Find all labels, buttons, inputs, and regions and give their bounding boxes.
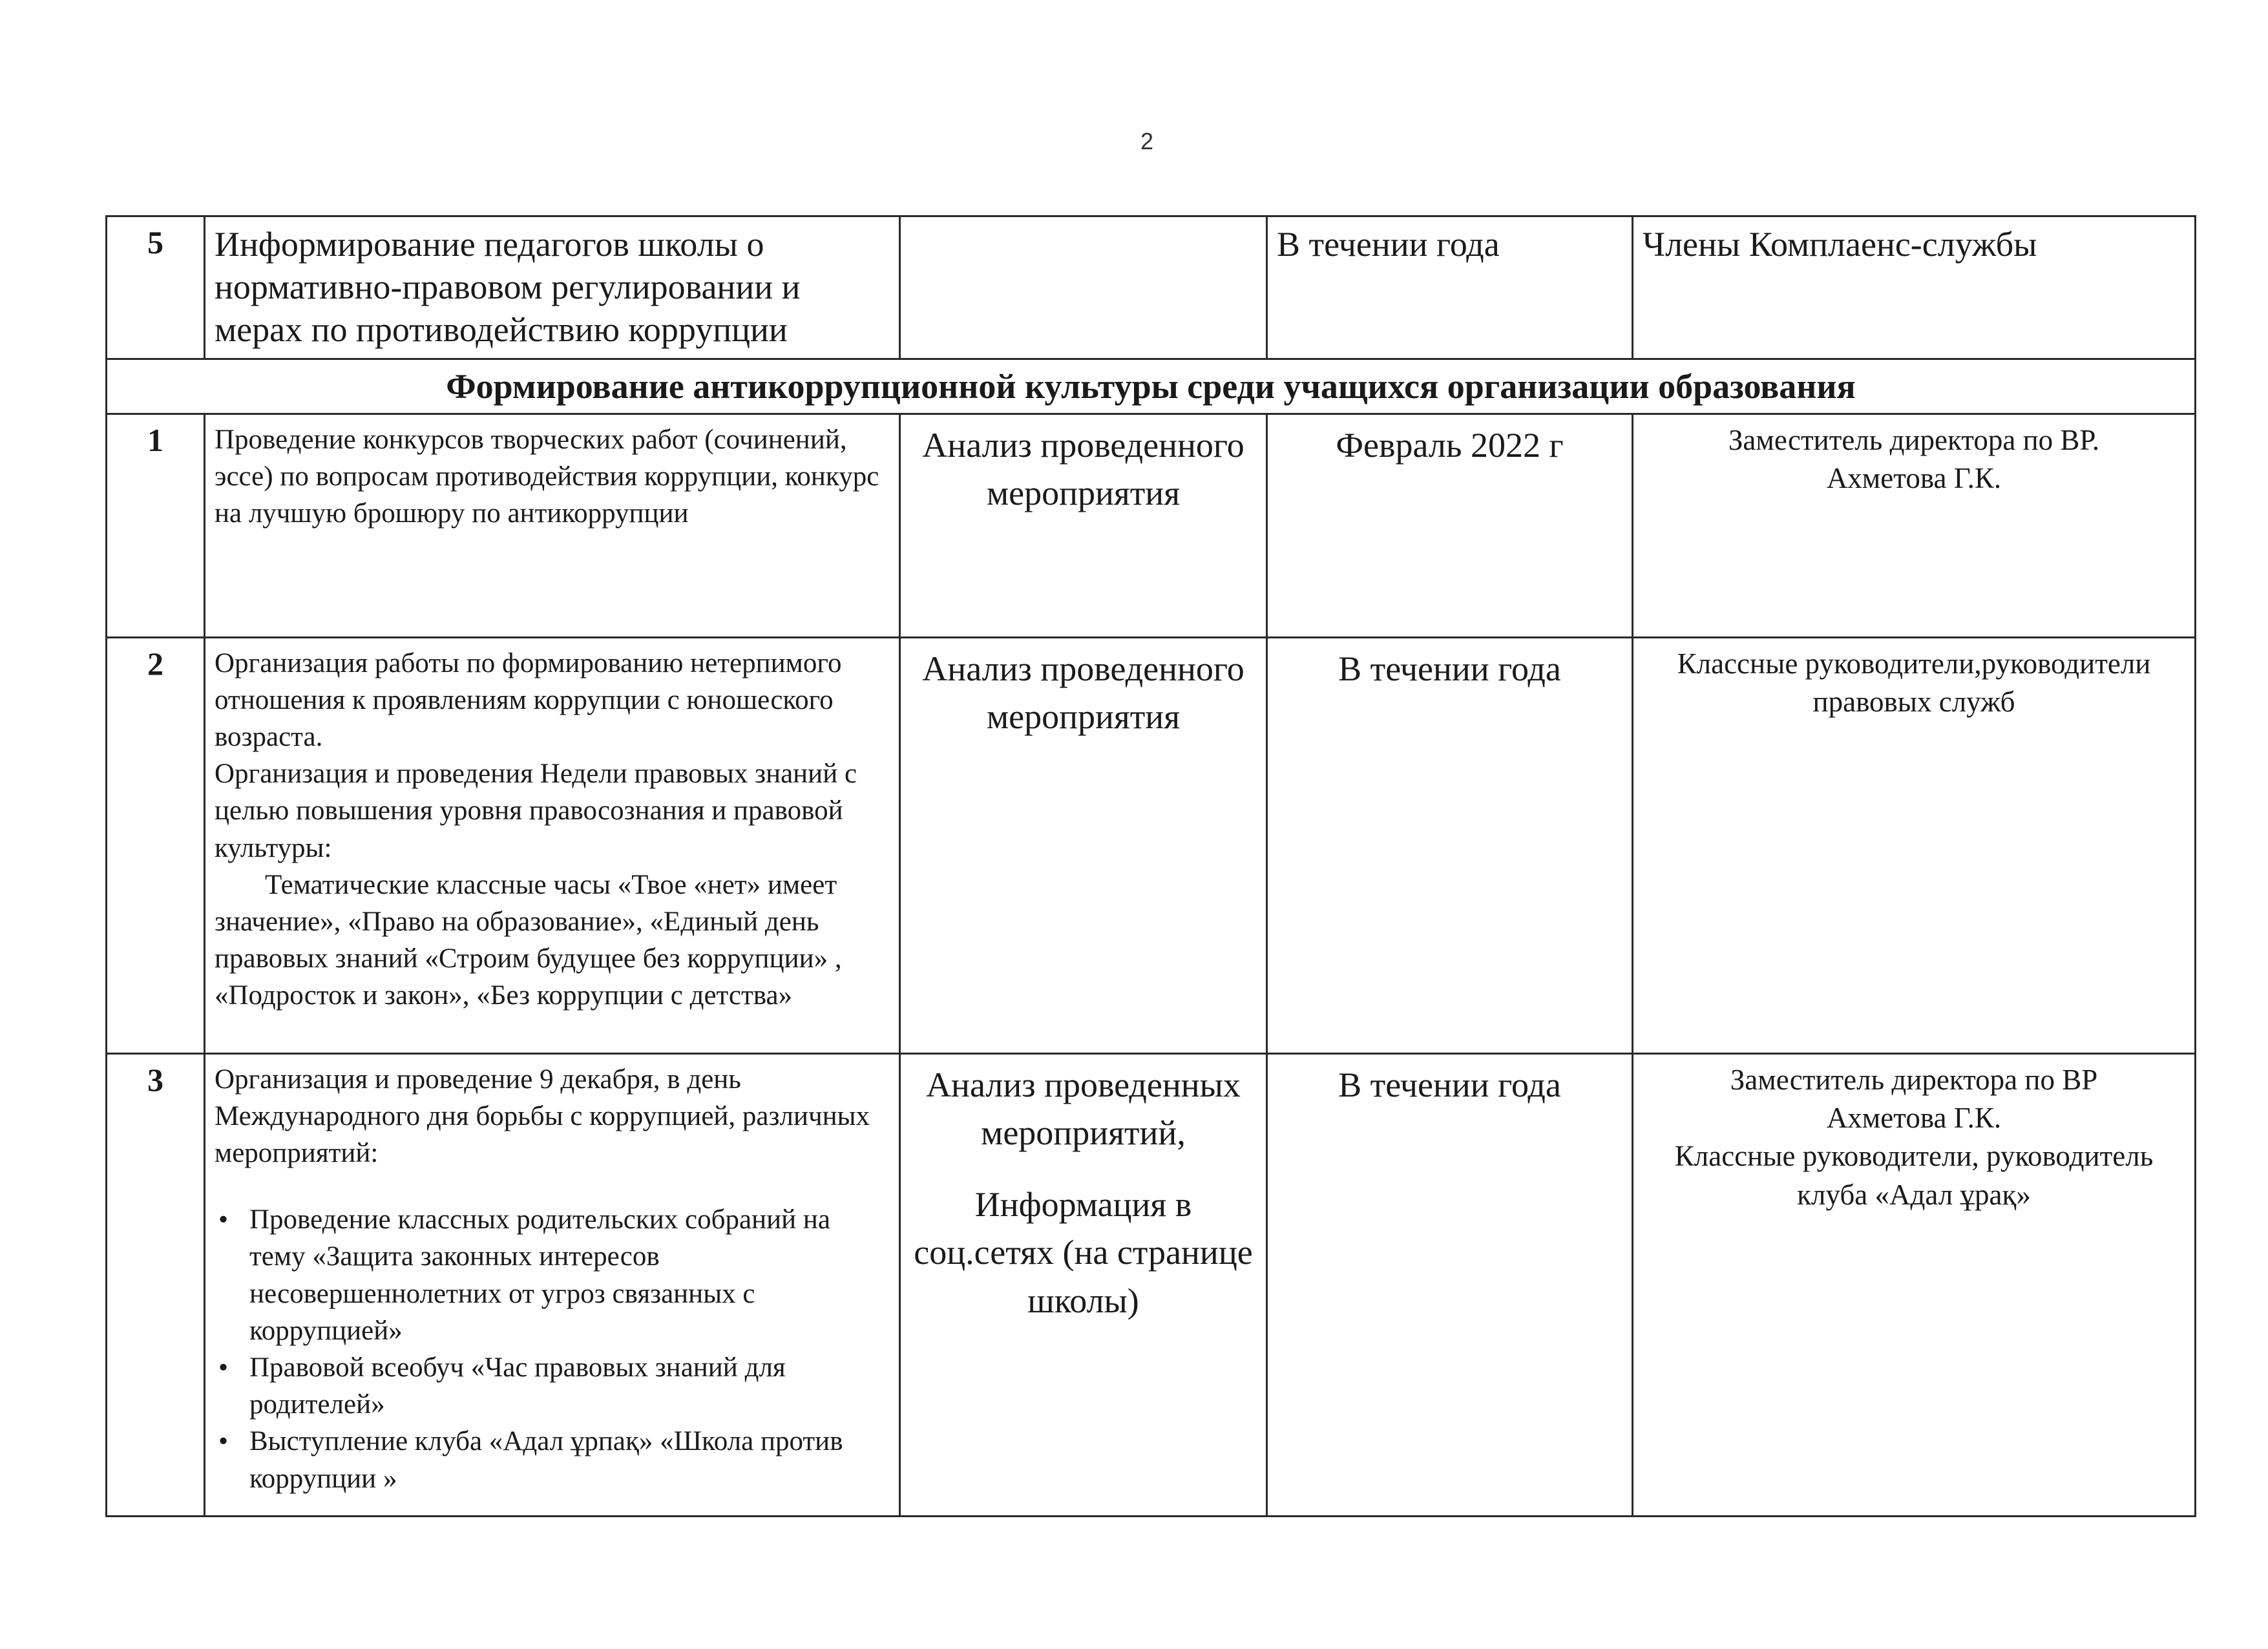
class-hours-list: Тематические классные часы «Твое «нет» имеет значение», «Право на образование», «Единый день правовых знаний «Строим будущее без коррупции» , «Подросток и закон», «Без коррупции с детства» xyxy=(215,869,842,1011)
result-paragraph: Информация в соц.сетях (на странице школы) xyxy=(914,1184,1253,1320)
responsible-cell: Классные руководители,руководители правовых служб xyxy=(1633,637,2196,1053)
description-paragraph: Организация и проведение 9 декабря, в день Международного дня борьбы с коррупцией, различных мероприятий: xyxy=(215,1064,870,1168)
row-number: 2 xyxy=(107,637,205,1053)
result-cell: Анализ проведенного мероприятия xyxy=(900,637,1267,1053)
table-row xyxy=(107,1053,2196,1516)
responsible-position: Заместитель директора по ВР. xyxy=(1728,423,2100,456)
responsible-person: Ахметова Г.К. xyxy=(1826,1102,2002,1135)
activity-description: Информирование педагогов школы о нормативно-правовом регулировании и мерах по противодействию коррупции xyxy=(205,216,900,359)
responsible-position: Заместитель директора по ВР xyxy=(1730,1063,2098,1096)
list-item: • Выступление клуба «Адал ұрпақ» «Школа против коррупции » xyxy=(249,1423,890,1497)
deadline-cell: В течении года xyxy=(1267,216,1633,359)
table-row xyxy=(107,637,2196,1053)
table-row xyxy=(107,414,2196,637)
responsible-cell xyxy=(1633,1053,2196,1516)
deadline-cell: Февраль 2022 г xyxy=(1267,414,1633,637)
deadline-cell: В течении года xyxy=(1267,1053,1633,1516)
responsible-others: Классные руководители, руководитель клуба «Адал ұрақ» xyxy=(1674,1140,2154,1211)
result-cell xyxy=(900,1053,1267,1516)
table-row xyxy=(107,216,2196,359)
result-cell: Анализ проведенного мероприятия xyxy=(900,414,1267,637)
description-paragraph: Организация работы по формированию нетерпимого отношения к проявлениям коррупции с юношеского возраста. xyxy=(215,647,842,752)
row-number: 1 xyxy=(107,414,205,637)
page-number: 2 xyxy=(1140,128,1154,154)
responsible-cell: Члены Комплаенс-службы xyxy=(1633,216,2196,359)
result-cell xyxy=(900,216,1267,359)
activity-description xyxy=(205,1053,900,1516)
list-item: • Правовой всеобуч «Час правовых знаний для родителей» xyxy=(249,1349,890,1423)
section-title: Формирование антикоррупционной культуры среди учащихся организации образования xyxy=(107,359,2196,414)
row-number: 3 xyxy=(107,1053,205,1516)
result-paragraph: Анализ проведенных мероприятий, xyxy=(926,1065,1241,1153)
deadline-cell: В течении года xyxy=(1267,637,1633,1053)
activity-description xyxy=(205,637,900,1053)
row-number: 5 xyxy=(107,216,205,359)
activity-description: Проведение конкурсов творческих работ (сочинений, эссе) по вопросам противодействия коррупции, конкурс на лучшую брошюру по антикоррупции xyxy=(205,414,900,637)
description-paragraph xyxy=(215,867,890,1014)
list-item: • Проведение классных родительских собраний на тему «Защита законных интересов несовершеннолетних от угроз связанных с коррупцией» xyxy=(249,1201,890,1349)
responsible-person: Ахметова Г.К. xyxy=(1826,462,2002,495)
responsible-cell xyxy=(1633,414,2196,637)
description-paragraph: Организация и проведения Недели правовых знаний с целью повышения уровня правосознания и правовой культуры: xyxy=(215,759,857,863)
section-header-row xyxy=(107,359,2196,414)
event-list xyxy=(215,1201,890,1497)
action-plan-table xyxy=(105,215,2196,1517)
